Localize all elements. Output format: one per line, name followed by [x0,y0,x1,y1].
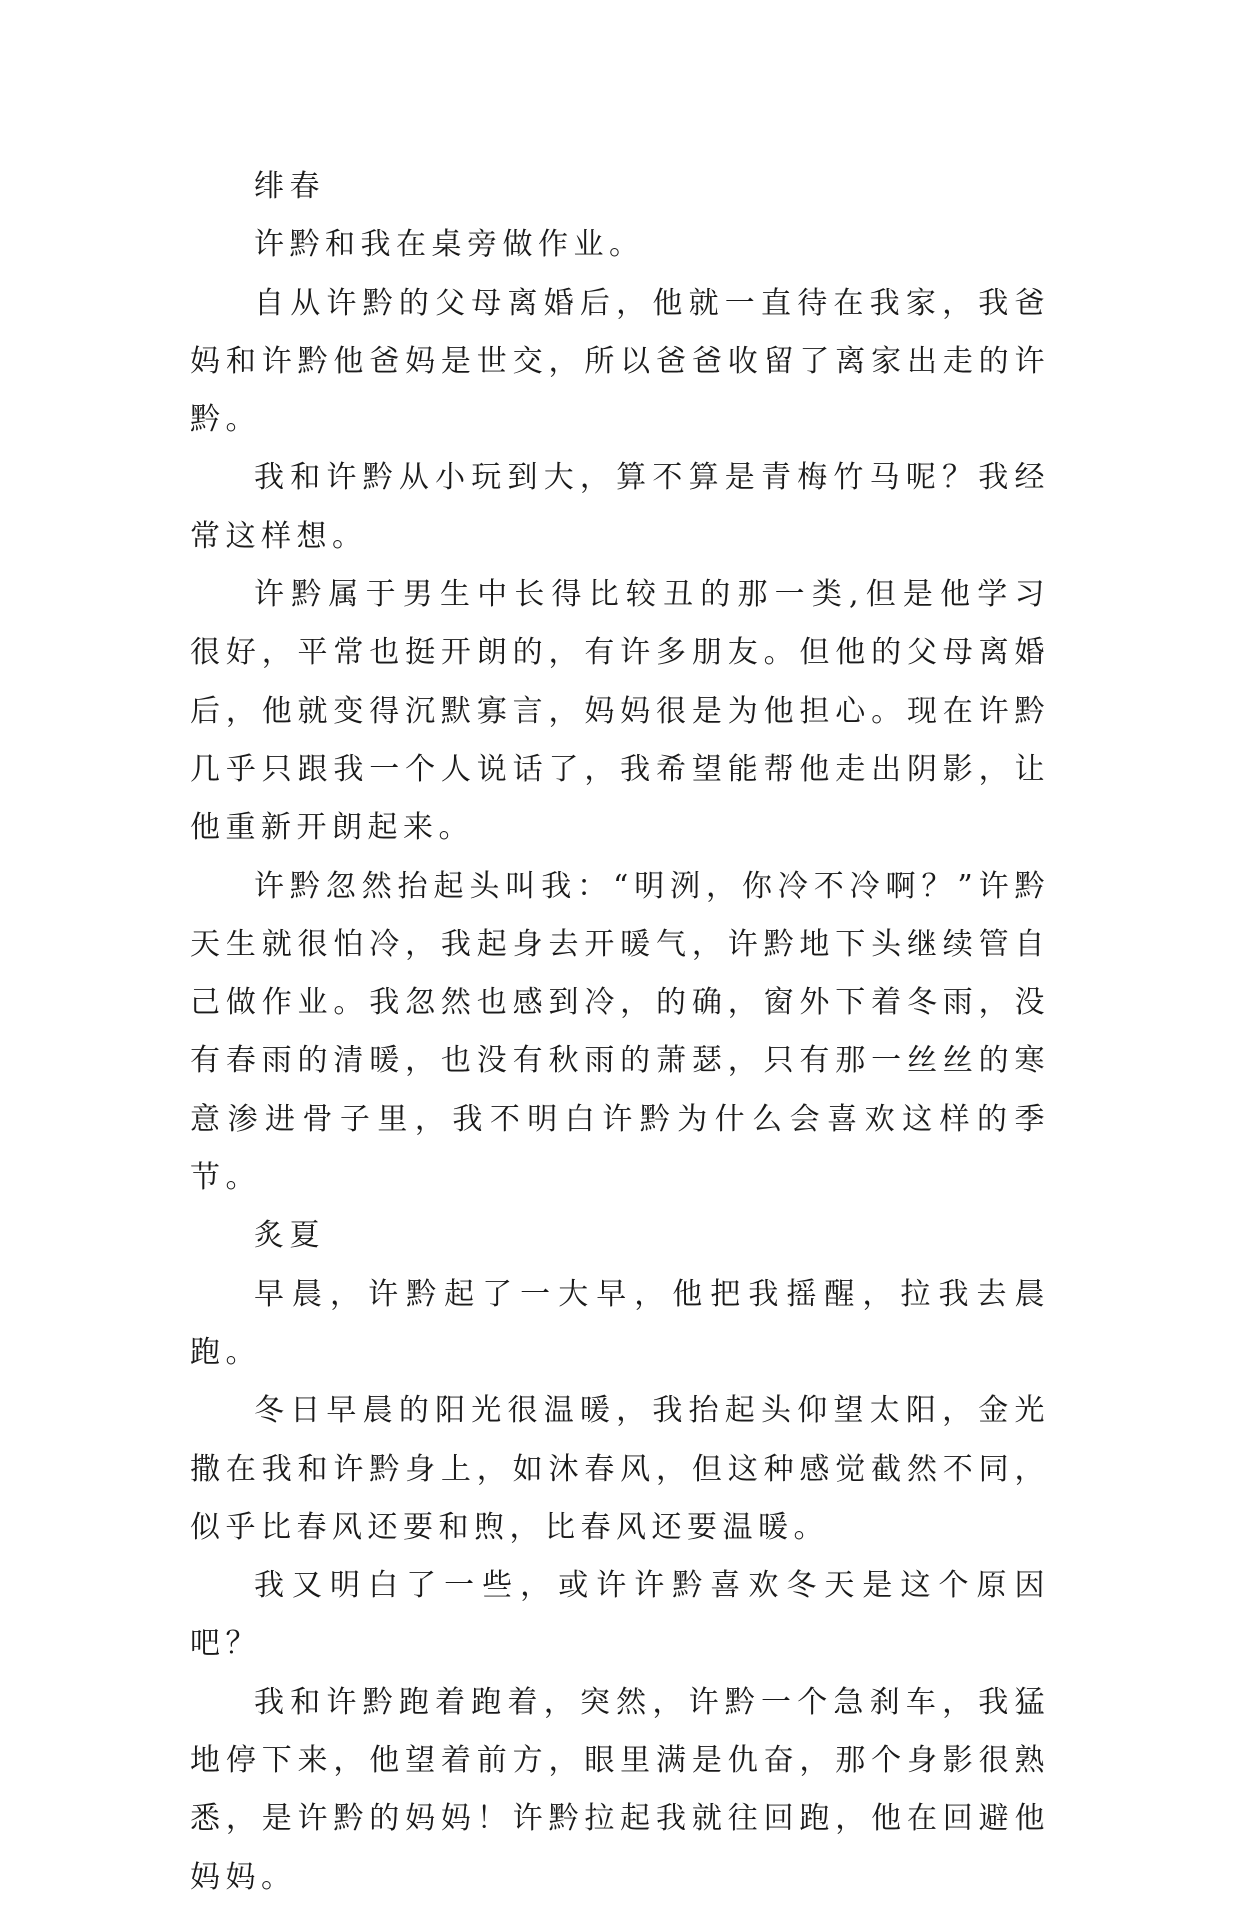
paragraph: 早晨，许黔起了一大早，他把我摇醒，拉我去晨跑。 [190,1276,1050,1370]
section-heading-zhixia: 炙夏 [254,1218,325,1254]
paragraph: 冬日早晨的阳光很温暖，我抬起头仰望太阳，金光撒在我和许黔身上，如沐春风，但这种感觉截然不同，似乎比春风还要和煦，比春风还要温暖。 [190,1393,1050,1545]
paragraph: 许黔和我在桌旁做作业。 [254,227,645,263]
paragraph: 我和许黔从小玩到大，算不算是青梅竹马呢？我经常这样想。 [190,460,1050,554]
paragraph: 自从许黔的父母离婚后，他就一直待在我家，我爸妈和许黔他爸妈是世交，所以爸爸收留了离家出走的许黔。 [190,285,1050,438]
document-body [190,158,1050,1907]
section-heading-feichun: 绯春 [254,169,325,204]
paragraph: 许黔属于男生中长得比较丑的那一类,但是他学习很好，平常也挺开朗的，有许多朋友。但他的父母离婚后，他就变得沉默寡言，妈妈很是为他担心。现在许黔几乎只跟我一个人说话了，我希望能帮他走出阴影，让他重新开朗起来。 [190,577,1050,846]
paragraph: 我和许黔跑着跑着，突然，许黔一个急刹车，我猛地停下来，他望着前方，眼里满是仇奋，那个身影很熟悉，是许黔的妈妈！许黔拉起我就往回跑，他在回避他妈妈。 [190,1684,1050,1895]
paragraph: 我又明白了一些，或许许黔喜欢冬天是这个原因吧？ [190,1568,1050,1662]
paragraph: 许黔忽然抬起头叫我：“明洌，你冷不冷啊？”许黔天生就很怕冷，我起身去开暖气，许黔地下头继续管自己做作业。我忽然也感到冷，的确，窗外下着冬雨，没有春雨的清暖，也没有秋雨的萧瑟，只有那一丝丝的寒意渗进骨子里，我不明白许黔为什么会喜欢这样的季节。 [190,868,1050,1196]
